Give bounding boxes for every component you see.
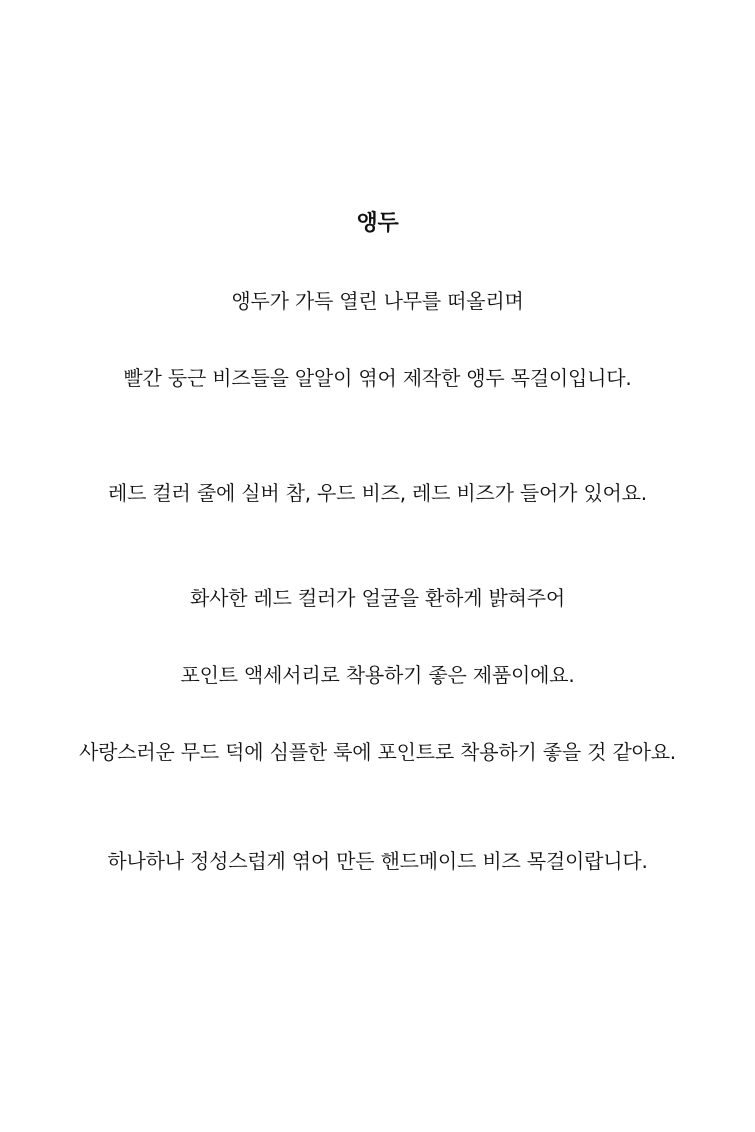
product-title: 앵두 bbox=[356, 211, 399, 236]
description-line-7: 하나하나 정성스럽게 엮어 만든 핸드메이드 비즈 목걸이랍니다. bbox=[107, 849, 648, 873]
description-line-3: 레드 컬러 줄에 실버 참, 우드 비즈, 레드 비즈가 들어가 있어요. bbox=[108, 481, 647, 505]
description-line-4: 화사한 레드 컬러가 얼굴을 환하게 밝혀주어 bbox=[190, 586, 565, 610]
description-line-6: 사랑스러운 무드 덕에 심플한 룩에 포인트로 착용하기 좋을 것 같아요. bbox=[79, 740, 676, 764]
description-line-2: 빨간 둥근 비즈들을 알알이 엮어 제작한 앵두 목걸이입니다. bbox=[123, 366, 632, 390]
description-line-1: 앵두가 가득 열린 나무를 떠올리며 bbox=[231, 289, 524, 313]
description-line-5: 포인트 액세서리로 착용하기 좋은 제품이에요. bbox=[180, 663, 575, 687]
